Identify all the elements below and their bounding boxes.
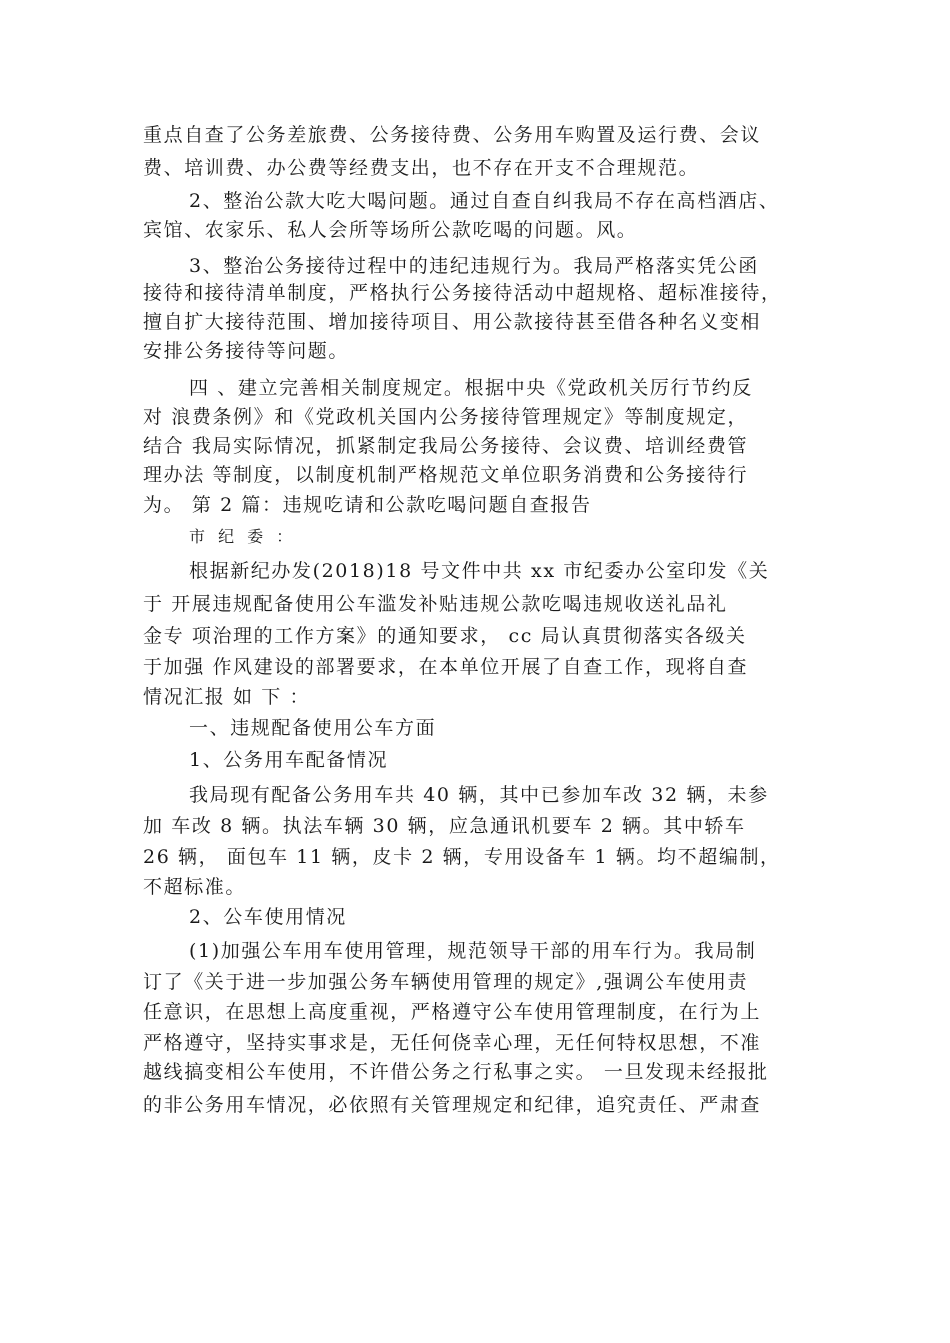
text-line: 26 辆， 面包车 11 辆，皮卡 2 辆，专用设备车 1 辆。均不超编制， (143, 846, 781, 868)
text-line: 越线搞变相公车使用，不许借公务之行私事之实。 一旦发现未经报批 (143, 1061, 769, 1083)
text-line: 对 浪费条例》和《党政机关国内公务接待管理规定》等制度规定， (143, 406, 749, 428)
text-line: 市 纪 委 ： (189, 527, 297, 546)
text-line: 理办法 等制度，以制度机制严格规范文单位职务消费和公务接待行 (143, 464, 749, 486)
text-line: 费、培训费、办公费等经费支出，也不存在开支不合理规范。 (143, 157, 700, 179)
text-line: 3、整治公务接待过程中的违纪违规行为。我局严格落实凭公函 (189, 255, 759, 277)
text-line: 一、违规配备使用公车方面 (189, 717, 437, 739)
text-line: 2、整治公款大吃大喝问题。通过自查自纠我局不存在高档酒店、 (189, 190, 780, 212)
text-line: 情况汇报 如 下 ： (143, 686, 311, 708)
text-line: 不超标准。 (143, 876, 247, 898)
text-line: 根据新纪办发(2018)18 号文件中共 xx 市纪委办公室印发《关 (189, 560, 770, 582)
text-line: 任意识，在思想上高度重视，严格遵守公车使用管理制度，在行为上 (143, 1001, 762, 1023)
text-line: 宾馆、农家乐、私人会所等场所公款吃喝的问题。风。 (143, 219, 638, 241)
text-line: 重点自查了公务差旅费、公务接待费、公务用车购置及运行费、会议 (143, 124, 762, 146)
text-line: 接待和接待清单制度，严格执行公务接待活动中超规格、超标准接待， (143, 282, 782, 304)
text-line: 擅自扩大接待范围、增加接待项目、用公款接待甚至借各种名义变相 (143, 311, 762, 333)
text-line: 于加强 作风建设的部署要求，在本单位开展了自查工作，现将自查 (143, 656, 749, 678)
text-line: 结合 我局实际情况，抓紧制定我局公务接待、会议费、培训经费管 (143, 435, 749, 457)
text-line: 安排公务接待等问题。 (143, 340, 350, 362)
text-line: 金专 项治理的工作方案》的通知要求， cc 局认真贯彻落实各级关 (143, 625, 747, 647)
text-line: (1)加强公车用车使用管理，规范领导干部的用车行为。我局制 (189, 940, 757, 962)
text-line: 加 车改 8 辆。执法车辆 30 辆，应急通讯机要车 2 辆。其中轿车 (143, 815, 746, 837)
text-line: 严格遵守，坚持实事求是，无任何侥幸心理，无任何特权思想，不准 (143, 1032, 762, 1054)
text-line: 1、公务用车配备情况 (189, 749, 389, 771)
text-line: 订了《关于进一步加强公务车辆使用管理的规定》,强调公车使用责 (143, 971, 749, 993)
text-line: 于 开展违规配备使用公车滥发补贴违规公款吃喝违规收送礼品礼 (143, 593, 728, 615)
text-line: 2、公车使用情况 (189, 906, 347, 928)
text-line: 我局现有配备公务用车共 40 辆，其中已参加车改 32 辆，未参 (189, 784, 769, 806)
text-line: 为。 第 2 篇：违规吃请和公款吃喝问题自查报告 (143, 494, 592, 516)
text-line: 四 、建立完善相关制度规定。根据中央《党政机关厉行节约反 (189, 377, 753, 399)
text-line: 的非公务用车情况，必依照有关管理规定和纪律，追究责任、严肃查 (143, 1094, 762, 1116)
